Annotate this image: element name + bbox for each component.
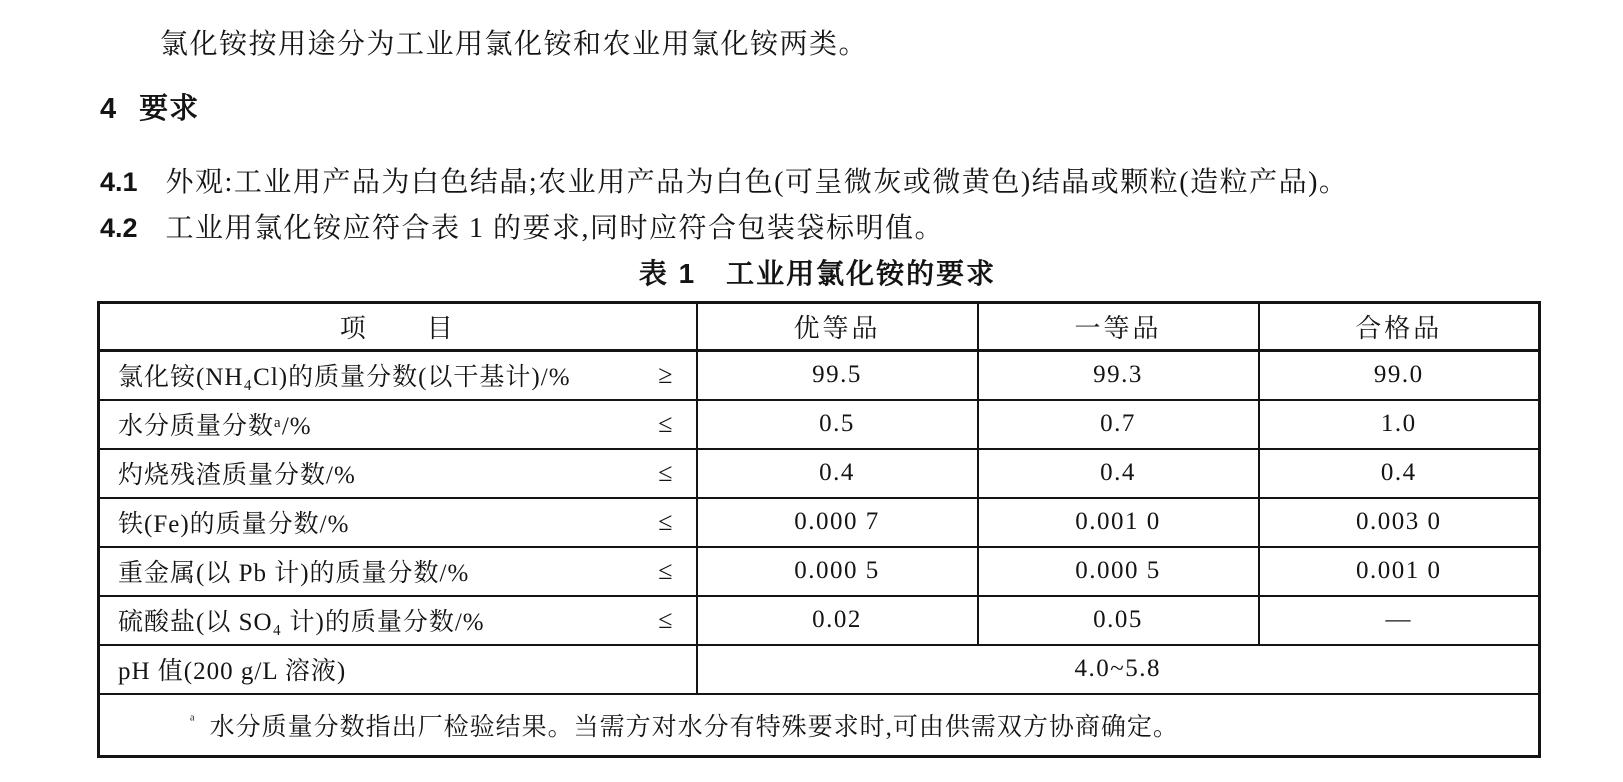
value-cell: 0.001 0 (1259, 547, 1540, 596)
value-cell: 0.000 5 (697, 547, 978, 596)
clause-4-2 (100, 206, 944, 246)
value-cell: 0.4 (697, 449, 978, 498)
footnote-text: 水分质量分数指出厂检验结果。当需方对水分有特殊要求时,可由供需双方协商确定。 (209, 713, 1179, 741)
value-cell: 0.4 (1259, 449, 1540, 498)
value-cell: 0.02 (697, 596, 978, 645)
relation-symbol: ≤ (658, 409, 674, 438)
table-header-row (99, 303, 1540, 351)
section-title: 要求 (139, 93, 200, 125)
table-row-ph (99, 645, 1540, 694)
relation-symbol: ≤ (658, 507, 674, 536)
table-footnote-row (99, 694, 1540, 757)
value-cell: 0.5 (697, 400, 978, 449)
relation-symbol: ≥ (658, 360, 674, 390)
value-cell: 99.3 (978, 351, 1259, 400)
value-cell: — (1259, 596, 1540, 645)
section-heading (100, 86, 199, 127)
item-label: 重金属(以 Pb 计)的质量分数/% (118, 560, 470, 587)
value-cell: 99.0 (1259, 351, 1540, 400)
column-header-first-grade: 一等品 (978, 303, 1259, 351)
item-label: 灼烧残渣质量分数/% (118, 462, 356, 489)
table-row-sulfate (99, 596, 1540, 645)
table-row-iron (99, 498, 1540, 547)
table-row-ignition-residue (99, 449, 1540, 498)
value-cell: 0.000 5 (978, 547, 1259, 596)
table-row-moisture (99, 400, 1540, 449)
column-header-qualified-grade: 合格品 (1259, 303, 1540, 351)
clause-text: 外观:工业用产品为白色结晶;农业用产品为白色(可呈微灰或微黄色)结晶或颗粒(造粒产品)。 (165, 167, 1349, 198)
relation-symbol: ≤ (658, 605, 674, 634)
item-label: 铁(Fe)的质量分数/% (118, 511, 350, 538)
clause-4-1 (100, 160, 1348, 200)
value-cell: 0.7 (978, 400, 1259, 449)
table-row-heavy-metals (99, 547, 1540, 596)
value-cell: 0.001 0 (978, 498, 1259, 547)
value-cell: 0.05 (978, 596, 1259, 645)
item-label: pH 值(200 g/L 溶液) (118, 658, 347, 685)
clause-number: 4.1 (100, 167, 138, 197)
table-caption: 表 1 工业用氯化铵的要求 (638, 258, 997, 289)
column-header-item: 项 目 (99, 303, 697, 351)
footnote-marker: ᵃ (190, 710, 196, 730)
value-cell: 99.5 (697, 351, 978, 400)
column-header-premium-grade: 优等品 (697, 303, 978, 351)
section-number: 4 (100, 93, 118, 125)
value-cell: 0.000 7 (697, 498, 978, 547)
table-row-ammonium-chloride-content (99, 351, 1540, 400)
requirements-table (97, 301, 1541, 758)
intro-paragraph: 氯化铵按用途分为工业用氯化铵和农业用氯化铵两类。 (160, 29, 869, 60)
item-label: 氯化铵(NH₄Cl)的质量分数(以干基计)/% (118, 364, 571, 392)
ph-merged-value-cell: 4.0~5.8 (697, 645, 1540, 694)
item-label: 硫酸盐(以 SO₄ 计)的质量分数/% (118, 609, 485, 636)
relation-symbol: ≤ (658, 458, 674, 487)
clause-number: 4.2 (100, 213, 138, 243)
value-cell: 0.4 (978, 449, 1259, 498)
relation-symbol: ≤ (658, 556, 674, 585)
value-cell: 0.003 0 (1259, 498, 1540, 547)
item-label: 水分质量分数ᵃ/% (118, 413, 312, 440)
clause-text: 工业用氯化铵应符合表 1 的要求,同时应符合包装袋标明值。 (165, 213, 945, 244)
value-cell: 1.0 (1259, 400, 1540, 449)
